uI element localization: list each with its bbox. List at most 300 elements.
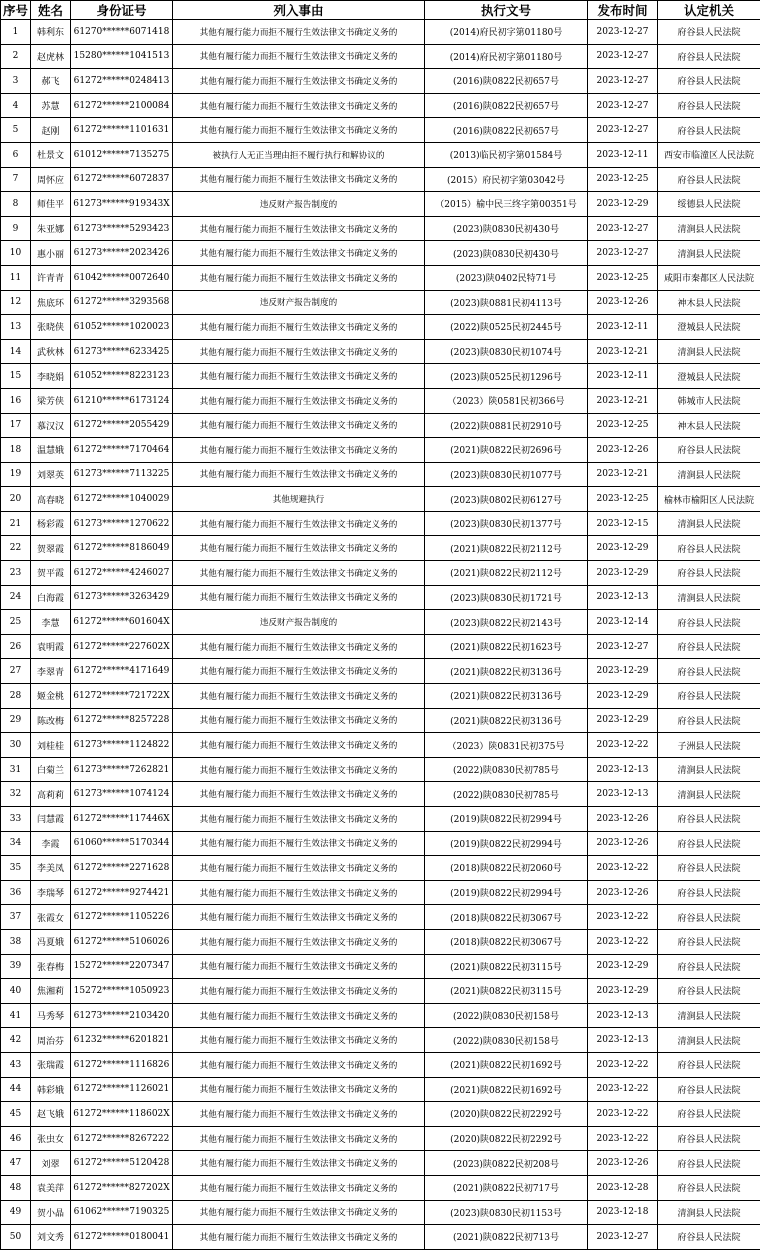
table-row <box>1 905 760 930</box>
table-row <box>1 1200 760 1225</box>
table-row <box>1 684 760 709</box>
cell-id-number: 61273******5293423 <box>71 216 173 241</box>
cell-index: 35 <box>1 856 31 881</box>
cell-authority: 府谷县人民法院 <box>658 929 760 954</box>
cell-id-number: 61062******7190325 <box>71 1200 173 1225</box>
cell-index: 49 <box>1 1200 31 1225</box>
cell-publish-date: 2023-12-21 <box>588 462 658 487</box>
table-row <box>1 757 760 782</box>
cell-id-number: 61273******1124822 <box>71 733 173 758</box>
cell-publish-date: 2023-12-26 <box>588 1151 658 1176</box>
cell-id-number: 61272******0180041 <box>71 1225 173 1250</box>
cell-authority: 府谷县人民法院 <box>658 979 760 1004</box>
cell-case-number: (2023)陕0830民初1153号 <box>425 1200 588 1225</box>
cell-name: 温慧娥 <box>31 438 71 463</box>
cell-case-number: (2021)陕0822民初3136号 <box>425 684 588 709</box>
cell-index: 28 <box>1 684 31 709</box>
table-row <box>1 929 760 954</box>
cell-name: 师佳平 <box>31 192 71 217</box>
cell-authority: 府谷县人民法院 <box>658 1126 760 1151</box>
cell-reason: 其他有履行能力而拒不履行生效法律文书确定义务的 <box>173 438 425 463</box>
cell-publish-date: 2023-12-29 <box>588 536 658 561</box>
cell-index: 6 <box>1 142 31 167</box>
cell-name: 陈改梅 <box>31 708 71 733</box>
cell-reason: 其他有履行能力而拒不履行生效法律文书确定义务的 <box>173 708 425 733</box>
cell-authority: 府谷县人民法院 <box>658 1225 760 1250</box>
cell-index: 25 <box>1 610 31 635</box>
cell-index: 24 <box>1 585 31 610</box>
cell-name: 李霞 <box>31 831 71 856</box>
cell-reason: 其他有履行能力而拒不履行生效法律文书确定义务的 <box>173 757 425 782</box>
cell-id-number: 61272******5106026 <box>71 929 173 954</box>
cell-index: 34 <box>1 831 31 856</box>
cell-reason: 其他有履行能力而拒不履行生效法律文书确定义务的 <box>173 684 425 709</box>
table-row <box>1 93 760 118</box>
cell-reason: 其他有履行能力而拒不履行生效法律文书确定义务的 <box>173 216 425 241</box>
cell-index: 2 <box>1 44 31 69</box>
cell-reason: 其他有履行能力而拒不履行生效法律文书确定义务的 <box>173 1077 425 1102</box>
cell-publish-date: 2023-12-27 <box>588 118 658 143</box>
cell-name: 赵飞娥 <box>31 1102 71 1127</box>
cell-publish-date: 2023-12-26 <box>588 807 658 832</box>
cell-case-number: (2021)陕0822民初1692号 <box>425 1077 588 1102</box>
cell-authority: 榆林市榆阳区人民法院 <box>658 487 760 512</box>
table-row <box>1 167 760 192</box>
cell-id-number: 61272******117446X <box>71 807 173 832</box>
cell-authority: 府谷县人民法院 <box>658 118 760 143</box>
cell-case-number: (2019)陕0822民初2994号 <box>425 880 588 905</box>
cell-reason: 其他有履行能力而拒不履行生效法律文书确定义务的 <box>173 44 425 69</box>
table-row <box>1 634 760 659</box>
cell-authority: 清涧县人民法院 <box>658 757 760 782</box>
cell-reason: 其他有履行能力而拒不履行生效法律文书确定义务的 <box>173 20 425 45</box>
cell-authority: 府谷县人民法院 <box>658 831 760 856</box>
cell-reason: 其他有履行能力而拒不履行生效法律文书确定义务的 <box>173 413 425 438</box>
cell-id-number: 61012******7135275 <box>71 142 173 167</box>
cell-authority: 府谷县人民法院 <box>658 1077 760 1102</box>
table-row <box>1 1126 760 1151</box>
cell-case-number: (2022)陕0830民初158号 <box>425 1028 588 1053</box>
cell-name: 赵虎林 <box>31 44 71 69</box>
cell-publish-date: 2023-12-22 <box>588 733 658 758</box>
cell-publish-date: 2023-12-29 <box>588 659 658 684</box>
cell-name: 袁美萍 <box>31 1175 71 1200</box>
cell-name: 焦底环 <box>31 290 71 315</box>
cell-case-number: (2023)陕0822民初2143号 <box>425 610 588 635</box>
cell-publish-date: 2023-12-22 <box>588 1052 658 1077</box>
cell-id-number: 61272******0248413 <box>71 69 173 94</box>
cell-authority: 府谷县人民法院 <box>658 634 760 659</box>
cell-name: 高春晓 <box>31 487 71 512</box>
cell-reason: 其他有履行能力而拒不履行生效法律文书确定义务的 <box>173 1200 425 1225</box>
cell-case-number: (2023)陕0881民初4113号 <box>425 290 588 315</box>
cell-index: 8 <box>1 192 31 217</box>
cell-name: 白菊兰 <box>31 757 71 782</box>
cell-reason: 其他有履行能力而拒不履行生效法律文书确定义务的 <box>173 462 425 487</box>
cell-name: 冯夏娥 <box>31 929 71 954</box>
cell-index: 47 <box>1 1151 31 1176</box>
cell-reason: 其他有履行能力而拒不履行生效法律文书确定义务的 <box>173 315 425 340</box>
cell-authority: 府谷县人民法院 <box>658 167 760 192</box>
cell-authority: 府谷县人民法院 <box>658 610 760 635</box>
cell-name: 惠小丽 <box>31 241 71 266</box>
cell-reason: 其他有履行能力而拒不履行生效法律文书确定义务的 <box>173 585 425 610</box>
cell-id-number: 61272******118602X <box>71 1102 173 1127</box>
cell-index: 36 <box>1 880 31 905</box>
cell-case-number: (2021)陕0822民初2696号 <box>425 438 588 463</box>
cell-publish-date: 2023-12-21 <box>588 388 658 413</box>
cell-authority: 咸阳市秦都区人民法院 <box>658 265 760 290</box>
cell-name: 贺小晶 <box>31 1200 71 1225</box>
cell-case-number: （2023）陕0581民初366号 <box>425 388 588 413</box>
cell-id-number: 61052******8223123 <box>71 364 173 389</box>
cell-id-number: 61272******2100084 <box>71 93 173 118</box>
cell-name: 袁明霞 <box>31 634 71 659</box>
cell-publish-date: 2023-12-27 <box>588 216 658 241</box>
cell-index: 14 <box>1 339 31 364</box>
table-body <box>1 20 760 1250</box>
cell-authority: 府谷县人民法院 <box>658 20 760 45</box>
cell-authority: 府谷县人民法院 <box>658 1052 760 1077</box>
cell-publish-date: 2023-12-22 <box>588 905 658 930</box>
cell-reason: 其他有履行能力而拒不履行生效法律文书确定义务的 <box>173 733 425 758</box>
table-row <box>1 979 760 1004</box>
cell-publish-date: 2023-12-27 <box>588 241 658 266</box>
cell-authority: 清涧县人民法院 <box>658 585 760 610</box>
cell-name: 刘翠 <box>31 1151 71 1176</box>
cell-reason: 其他有履行能力而拒不履行生效法律文书确定义务的 <box>173 339 425 364</box>
cell-name: 张晓侠 <box>31 315 71 340</box>
table-row <box>1 388 760 413</box>
cell-authority: 府谷县人民法院 <box>658 1151 760 1176</box>
cell-authority: 府谷县人民法院 <box>658 659 760 684</box>
cell-name: 李瑞琴 <box>31 880 71 905</box>
cell-id-number: 61273******1270622 <box>71 511 173 536</box>
table-row <box>1 241 760 266</box>
cell-authority: 澄城县人民法院 <box>658 315 760 340</box>
cell-authority: 府谷县人民法院 <box>658 807 760 832</box>
cell-case-number: (2022)陕0830民初158号 <box>425 1003 588 1028</box>
cell-index: 43 <box>1 1052 31 1077</box>
cell-case-number: (2019)陕0822民初2994号 <box>425 807 588 832</box>
cell-authority: 府谷县人民法院 <box>658 856 760 881</box>
cell-publish-date: 2023-12-29 <box>588 954 658 979</box>
cell-index: 30 <box>1 733 31 758</box>
table-row <box>1 69 760 94</box>
cell-case-number: (2016)陕0822民初657号 <box>425 93 588 118</box>
cell-name: 赵刚 <box>31 118 71 143</box>
cell-reason: 其他有履行能力而拒不履行生效法律文书确定义务的 <box>173 905 425 930</box>
cell-index: 20 <box>1 487 31 512</box>
cell-publish-date: 2023-12-22 <box>588 1102 658 1127</box>
cell-id-number: 61060******5170344 <box>71 831 173 856</box>
cell-reason: 其他有履行能力而拒不履行生效法律文书确定义务的 <box>173 388 425 413</box>
cell-name: 马秀琴 <box>31 1003 71 1028</box>
cell-reason: 其他有履行能力而拒不履行生效法律文书确定义务的 <box>173 265 425 290</box>
cell-id-number: 61272******3293568 <box>71 290 173 315</box>
cell-authority: 清涧县人民法院 <box>658 1028 760 1053</box>
cell-publish-date: 2023-12-25 <box>588 413 658 438</box>
cell-name: 刘翠英 <box>31 462 71 487</box>
cell-authority: 府谷县人民法院 <box>658 708 760 733</box>
table-row <box>1 438 760 463</box>
cell-authority: 府谷县人民法院 <box>658 905 760 930</box>
table-row <box>1 265 760 290</box>
cell-name: 慕汉汉 <box>31 413 71 438</box>
cell-index: 17 <box>1 413 31 438</box>
cell-name: 贺平霞 <box>31 561 71 586</box>
table-row <box>1 954 760 979</box>
cell-case-number: （2023）陕0831民初375号 <box>425 733 588 758</box>
cell-case-number: (2014)府民初字第01180号 <box>425 44 588 69</box>
table-row <box>1 610 760 635</box>
cell-name: 许青青 <box>31 265 71 290</box>
cell-authority: 府谷县人民法院 <box>658 1175 760 1200</box>
cell-reason: 其他有履行能力而拒不履行生效法律文书确定义务的 <box>173 807 425 832</box>
cell-reason: 其他有履行能力而拒不履行生效法律文书确定义务的 <box>173 1175 425 1200</box>
cell-publish-date: 2023-12-11 <box>588 364 658 389</box>
header-reason: 列入事由 <box>173 1 425 20</box>
cell-publish-date: 2023-12-27 <box>588 93 658 118</box>
cell-index: 41 <box>1 1003 31 1028</box>
table-row <box>1 856 760 881</box>
cell-id-number: 61272******4246027 <box>71 561 173 586</box>
cell-id-number: 61273******3263429 <box>71 585 173 610</box>
header-publish-date: 发布时间 <box>588 1 658 20</box>
cell-index: 11 <box>1 265 31 290</box>
cell-id-number: 15280******1041513 <box>71 44 173 69</box>
cell-publish-date: 2023-12-14 <box>588 610 658 635</box>
table-row <box>1 462 760 487</box>
cell-name: 郝飞 <box>31 69 71 94</box>
cell-publish-date: 2023-12-27 <box>588 634 658 659</box>
cell-index: 32 <box>1 782 31 807</box>
table-row <box>1 708 760 733</box>
cell-id-number: 61232******6201821 <box>71 1028 173 1053</box>
cell-name: 武秋林 <box>31 339 71 364</box>
cell-publish-date: 2023-12-26 <box>588 290 658 315</box>
cell-index: 48 <box>1 1175 31 1200</box>
cell-case-number: (2021)陕0822民初3115号 <box>425 954 588 979</box>
cell-reason: 其他有履行能力而拒不履行生效法律文书确定义务的 <box>173 511 425 536</box>
cell-reason: 其他有履行能力而拒不履行生效法律文书确定义务的 <box>173 118 425 143</box>
cell-index: 19 <box>1 462 31 487</box>
cell-name: 张霞女 <box>31 905 71 930</box>
cell-index: 21 <box>1 511 31 536</box>
cell-reason: 其他有履行能力而拒不履行生效法律文书确定义务的 <box>173 831 425 856</box>
cell-authority: 清涧县人民法院 <box>658 339 760 364</box>
header-index: 序号 <box>1 1 31 20</box>
header-authority: 认定机关 <box>658 1 760 20</box>
cell-reason: 其他有履行能力而拒不履行生效法律文书确定义务的 <box>173 1225 425 1250</box>
table-row <box>1 1151 760 1176</box>
cell-publish-date: 2023-12-27 <box>588 1225 658 1250</box>
cell-case-number: (2018)陕0822民初2060号 <box>425 856 588 881</box>
cell-name: 朱亚娜 <box>31 216 71 241</box>
cell-id-number: 61272******1101631 <box>71 118 173 143</box>
cell-reason: 其他有履行能力而拒不履行生效法律文书确定义务的 <box>173 241 425 266</box>
cell-authority: 清涧县人民法院 <box>658 241 760 266</box>
cell-authority: 子洲县人民法院 <box>658 733 760 758</box>
cell-index: 3 <box>1 69 31 94</box>
cell-name: 杜景文 <box>31 142 71 167</box>
cell-id-number: 61042******0072640 <box>71 265 173 290</box>
cell-case-number: (2023)陕0822民初208号 <box>425 1151 588 1176</box>
cell-reason: 其他有履行能力而拒不履行生效法律文书确定义务的 <box>173 1151 425 1176</box>
cell-id-number: 61270******6071418 <box>71 20 173 45</box>
cell-case-number: (2023)陕0830民初1721号 <box>425 585 588 610</box>
cell-reason: 其他有履行能力而拒不履行生效法律文书确定义务的 <box>173 1102 425 1127</box>
cell-reason: 违反财产报告制度的 <box>173 610 425 635</box>
cell-index: 5 <box>1 118 31 143</box>
cell-publish-date: 2023-12-25 <box>588 265 658 290</box>
cell-authority: 绥德县人民法院 <box>658 192 760 217</box>
cell-reason: 其他有履行能力而拒不履行生效法律文书确定义务的 <box>173 69 425 94</box>
cell-publish-date: 2023-12-15 <box>588 511 658 536</box>
table-row <box>1 413 760 438</box>
cell-authority: 韩城市人民法院 <box>658 388 760 413</box>
cell-name: 周治芬 <box>31 1028 71 1053</box>
cell-index: 29 <box>1 708 31 733</box>
cell-name: 李翠青 <box>31 659 71 684</box>
cell-name: 高莉莉 <box>31 782 71 807</box>
cell-id-number: 61272******1116826 <box>71 1052 173 1077</box>
cell-case-number: (2020)陕0822民初2292号 <box>425 1126 588 1151</box>
table-row <box>1 142 760 167</box>
cell-index: 7 <box>1 167 31 192</box>
cell-reason: 其他规避执行 <box>173 487 425 512</box>
table-row <box>1 880 760 905</box>
cell-id-number: 15272******2207347 <box>71 954 173 979</box>
table-row <box>1 487 760 512</box>
cell-publish-date: 2023-12-29 <box>588 561 658 586</box>
cell-reason: 其他有履行能力而拒不履行生效法律文书确定义务的 <box>173 1126 425 1151</box>
cell-case-number: (2018)陕0822民初3067号 <box>425 929 588 954</box>
cell-publish-date: 2023-12-29 <box>588 192 658 217</box>
cell-case-number: (2021)陕0822民初3115号 <box>425 979 588 1004</box>
cell-reason: 其他有履行能力而拒不履行生效法律文书确定义务的 <box>173 782 425 807</box>
table-row <box>1 364 760 389</box>
table-row <box>1 659 760 684</box>
cell-name: 梁芳侠 <box>31 388 71 413</box>
table-row <box>1 1003 760 1028</box>
cell-name: 闫慧霞 <box>31 807 71 832</box>
cell-publish-date: 2023-12-22 <box>588 856 658 881</box>
header-name: 姓名 <box>31 1 71 20</box>
cell-case-number: (2018)陕0822民初3067号 <box>425 905 588 930</box>
table-row <box>1 807 760 832</box>
cell-id-number: 61273******919343X <box>71 192 173 217</box>
cell-case-number: (2021)陕0822民初717号 <box>425 1175 588 1200</box>
cell-publish-date: 2023-12-13 <box>588 1028 658 1053</box>
cell-publish-date: 2023-12-26 <box>588 880 658 905</box>
cell-index: 45 <box>1 1102 31 1127</box>
cell-id-number: 61272******7170464 <box>71 438 173 463</box>
cell-id-number: 61272******227602X <box>71 634 173 659</box>
cell-reason: 其他有履行能力而拒不履行生效法律文书确定义务的 <box>173 856 425 881</box>
cell-id-number: 61272******8257228 <box>71 708 173 733</box>
cell-name: 贺翠霞 <box>31 536 71 561</box>
cell-id-number: 61273******6233425 <box>71 339 173 364</box>
cell-id-number: 61272******827202X <box>71 1175 173 1200</box>
cell-id-number: 61272******2055429 <box>71 413 173 438</box>
cell-case-number: (2015）府民初字第03042号 <box>425 167 588 192</box>
cell-id-number: 61273******7113225 <box>71 462 173 487</box>
cell-index: 31 <box>1 757 31 782</box>
cell-id-number: 61272******601604X <box>71 610 173 635</box>
cell-authority: 神木县人民法院 <box>658 413 760 438</box>
cell-reason: 违反财产报告制度的 <box>173 192 425 217</box>
table-row <box>1 192 760 217</box>
cell-index: 33 <box>1 807 31 832</box>
cell-reason: 违反财产报告制度的 <box>173 290 425 315</box>
cell-authority: 府谷县人民法院 <box>658 44 760 69</box>
header-case-number: 执行文号 <box>425 1 588 20</box>
cell-reason: 其他有履行能力而拒不履行生效法律文书确定义务的 <box>173 979 425 1004</box>
cell-name: 李晓娟 <box>31 364 71 389</box>
cell-publish-date: 2023-12-22 <box>588 1126 658 1151</box>
cell-authority: 府谷县人民法院 <box>658 438 760 463</box>
cell-publish-date: 2023-12-22 <box>588 1077 658 1102</box>
cell-authority: 府谷县人民法院 <box>658 536 760 561</box>
cell-id-number: 61272******1040029 <box>71 487 173 512</box>
cell-case-number: (2021)陕0822民初2112号 <box>425 536 588 561</box>
cell-publish-date: 2023-12-25 <box>588 167 658 192</box>
cell-reason: 其他有履行能力而拒不履行生效法律文书确定义务的 <box>173 561 425 586</box>
cell-case-number: (2013)临民初字第01584号 <box>425 142 588 167</box>
cell-id-number: 61272******8267222 <box>71 1126 173 1151</box>
cell-case-number: (2021)陕0822民初1692号 <box>425 1052 588 1077</box>
table-row <box>1 118 760 143</box>
header-row <box>1 1 760 20</box>
cell-authority: 清涧县人民法院 <box>658 511 760 536</box>
cell-index: 9 <box>1 216 31 241</box>
cell-index: 15 <box>1 364 31 389</box>
cell-reason: 其他有履行能力而拒不履行生效法律文书确定义务的 <box>173 880 425 905</box>
cell-case-number: (2020)陕0822民初2292号 <box>425 1102 588 1127</box>
table-row <box>1 1028 760 1053</box>
cell-id-number: 61272******1105226 <box>71 905 173 930</box>
cell-id-number: 61272******721722X <box>71 684 173 709</box>
cell-reason: 其他有履行能力而拒不履行生效法律文书确定义务的 <box>173 1028 425 1053</box>
cell-name: 白海霞 <box>31 585 71 610</box>
cell-index: 50 <box>1 1225 31 1250</box>
cell-case-number: (2022)陕0525民初2445号 <box>425 315 588 340</box>
cell-name: 姬金桃 <box>31 684 71 709</box>
cell-id-number: 61272******4171649 <box>71 659 173 684</box>
cell-authority: 清涧县人民法院 <box>658 782 760 807</box>
cell-case-number: (2016)陕0822民初657号 <box>425 69 588 94</box>
cell-case-number: (2021)陕0822民初1623号 <box>425 634 588 659</box>
cell-case-number: (2014)府民初字第01180号 <box>425 20 588 45</box>
table-row <box>1 1052 760 1077</box>
cell-id-number: 61052******1020023 <box>71 315 173 340</box>
cell-case-number: (2023)陕0830民初430号 <box>425 216 588 241</box>
cell-reason: 其他有履行能力而拒不履行生效法律文书确定义务的 <box>173 929 425 954</box>
table-row <box>1 1102 760 1127</box>
cell-publish-date: 2023-12-26 <box>588 438 658 463</box>
cell-name: 韩利东 <box>31 20 71 45</box>
cell-reason: 其他有履行能力而拒不履行生效法律文书确定义务的 <box>173 659 425 684</box>
cell-reason: 其他有履行能力而拒不履行生效法律文书确定义务的 <box>173 1052 425 1077</box>
cell-publish-date: 2023-12-11 <box>588 315 658 340</box>
table-row <box>1 44 760 69</box>
cell-id-number: 61273******7262821 <box>71 757 173 782</box>
header-id-number: 身份证号 <box>71 1 173 20</box>
table-row <box>1 1077 760 1102</box>
cell-publish-date: 2023-12-26 <box>588 831 658 856</box>
cell-id-number: 61272******5120428 <box>71 1151 173 1176</box>
